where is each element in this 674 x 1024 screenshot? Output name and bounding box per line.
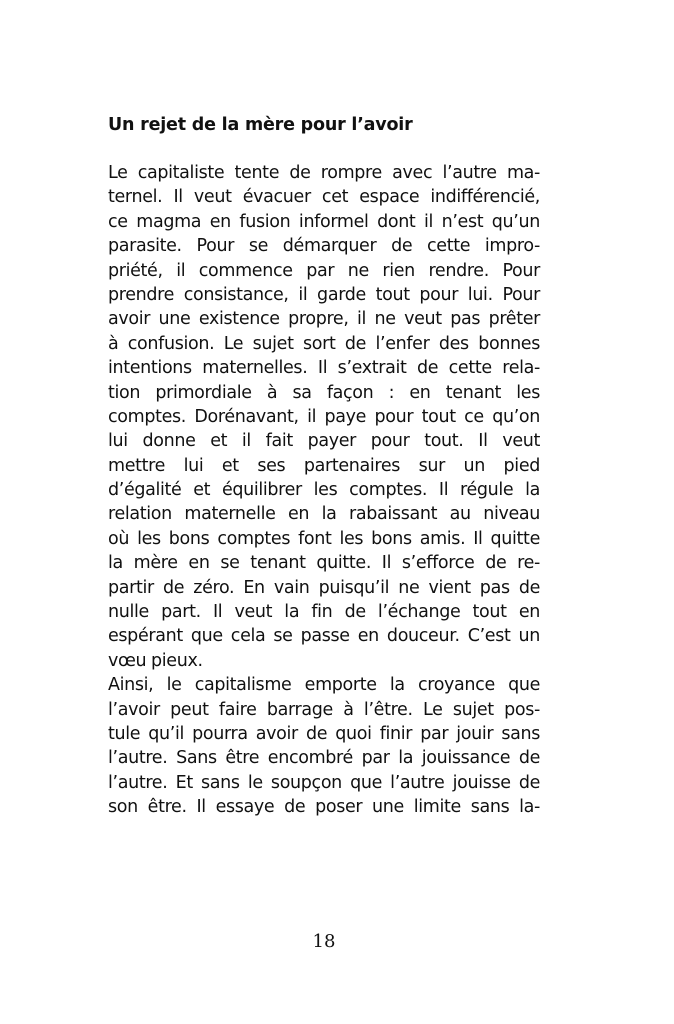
text-line: à confusion. Le sujet sort de l’enfer des bonnes <box>108 333 540 354</box>
page-number: 18 <box>312 931 336 952</box>
text-line: partir de zéro. En vain puisqu’il ne vient pas de <box>108 577 540 598</box>
section-heading: Un rejet de la mère pour l’avoir <box>108 115 413 135</box>
text-line: avoir une existence propre, il ne veut pas prêter <box>108 309 540 330</box>
text-line: l’avoir peut faire barrage à l’être. Le sujet pos- <box>108 699 540 720</box>
text-line: d’égalité et équilibrer les comptes. Il régule la <box>108 480 540 501</box>
text-line: vœu pieux. <box>108 650 203 671</box>
text-line: ternel. Il veut évacuer cet espace indifférencié, <box>108 187 540 208</box>
text-line: ce magma en fusion informel dont il n’est qu’un <box>108 211 540 232</box>
text-line: Ainsi, le capitalisme emporte la croyance que <box>108 675 540 696</box>
text-line: nulle part. Il veut la fin de l’échange tout en <box>108 602 540 623</box>
text-line: espérant que cela se passe en douceur. C’est un <box>108 626 540 647</box>
text-line: où les bons comptes font les bons amis. Il quitte <box>108 528 540 549</box>
text-line: comptes. Dorénavant, il paye pour tout ce qu’on <box>108 406 540 427</box>
text-line: son être. Il essaye de poser une limite sans la- <box>108 797 540 818</box>
text-line: priété, il commence par ne rien rendre. Pour <box>108 260 540 281</box>
text-line: intentions maternelles. Il s’extrait de cette rela- <box>108 358 540 379</box>
text-line: tule qu’il pourra avoir de quoi finir par jouir sans <box>108 723 540 744</box>
body-text <box>108 161 540 820</box>
text-line: l’autre. Sans être encombré par la jouissance de <box>108 748 540 769</box>
text-line: l’autre. Et sans le soupçon que l’autre jouisse de <box>108 772 540 793</box>
text-line: relation maternelle en la rabaissant au niveau <box>108 504 540 525</box>
text-line: tion primordiale à sa façon : en tenant les <box>108 382 540 403</box>
text-line: mettre lui et ses partenaires sur un pied <box>108 455 540 476</box>
text-line: lui donne et il fait payer pour tout. Il veut <box>108 431 540 452</box>
text-line: parasite. Pour se démarquer de cette impro- <box>108 236 540 257</box>
text-line: Le capitaliste tente de rompre avec l’autre ma- <box>108 163 540 183</box>
text-line: la mère en se tenant quitte. Il s’efforce de re- <box>108 553 540 574</box>
text-line: prendre consistance, il garde tout pour lui. Pour <box>108 284 540 305</box>
